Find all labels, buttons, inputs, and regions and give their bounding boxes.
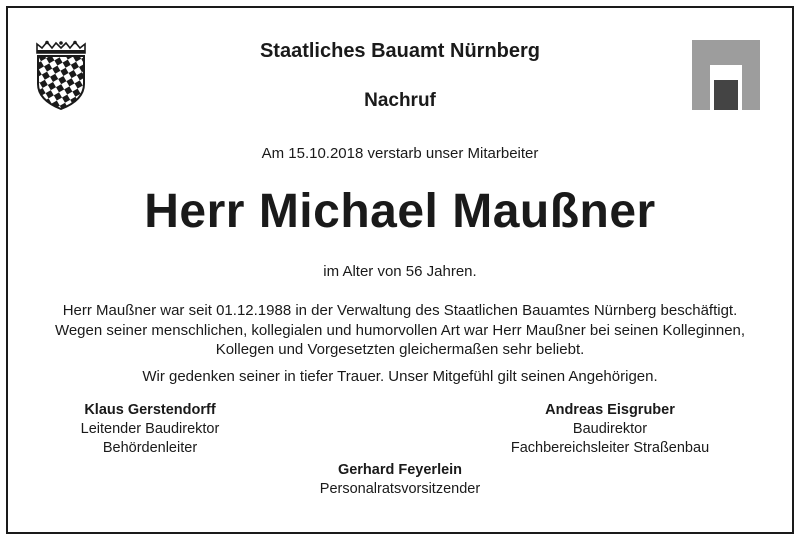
authority-name: Staatliches Bauamt Nürnberg (259, 40, 541, 62)
notice-intro: Am 15.10.2018 verstarb unser Mitarbeiter (261, 145, 539, 162)
body-line: Herr Maußner war seit 01.12.1988 in der Verwaltung des Staatlichen Bauamtes Nürnberg beschäftigt. (62, 302, 738, 319)
signatory-name: Andreas Eisgruber (545, 402, 675, 418)
notice-heading: Nachruf (364, 90, 436, 111)
signatory-left (50, 401, 250, 458)
signatory-role: Fachbereichsleiter Straßenbau (510, 440, 710, 456)
deceased-age: im Alter von 56 Jahren. (323, 263, 477, 280)
signatory-role: Behördenleiter (102, 440, 198, 456)
signatory-role: Personalratsvorsitzender (319, 481, 481, 497)
signatory-name: Klaus Gerstendorff (84, 402, 216, 418)
signatory-right (490, 401, 730, 458)
signatory-title: Leitender Baudirektor (80, 421, 220, 437)
body-line: Kollegen und Vorgesetzten gleichermaßen sehr beliebt. (215, 341, 585, 358)
signatory-center (0, 461, 800, 499)
signatory-name: Gerhard Feyerlein (337, 462, 463, 478)
notice-body (0, 301, 800, 360)
signatory-title: Baudirektor (572, 421, 648, 437)
condolence-text: Wir gedenken seiner in tiefer Trauer. Unser Mitgefühl gilt seinen Angehörigen. (142, 368, 658, 385)
body-line: Wegen seiner menschlichen, kollegialen und humorvollen Art war Herr Maußner bei seinen Kolleginnen, (54, 321, 746, 339)
deceased-name: Herr Michael Maußner (144, 185, 656, 238)
